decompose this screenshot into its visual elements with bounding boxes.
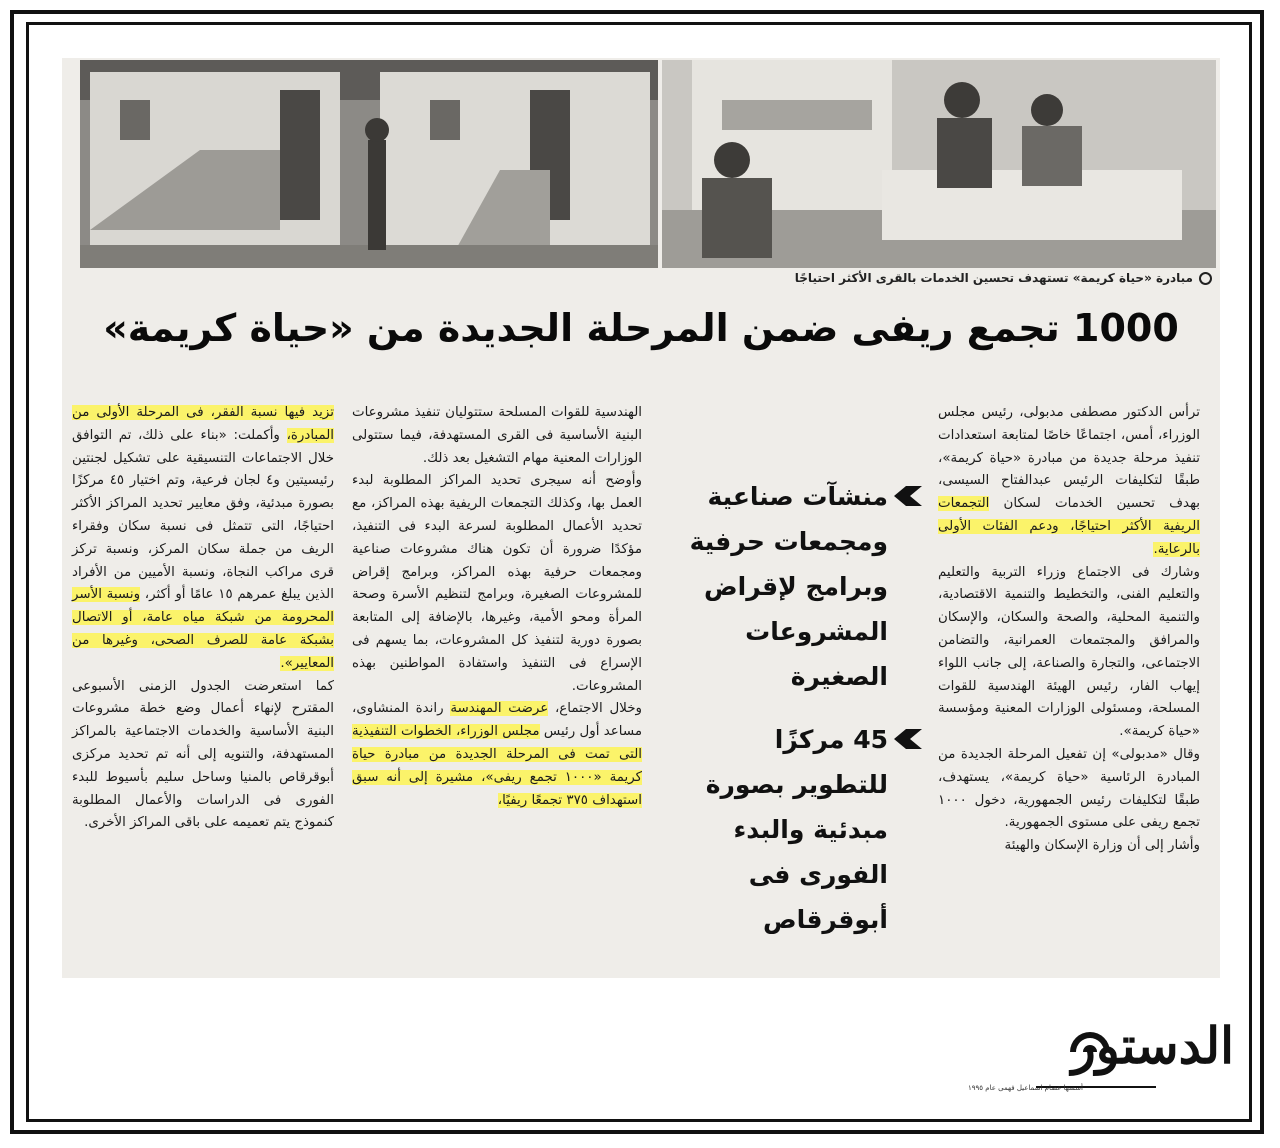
- highlight: مجلس الوزراء، الخطوات التنفيذية التى تمت فى المرحلة الجديدة من مبادرة حياة كريمة «١٠٠٠ تجمع ريفى»، مشيرة إلى أنه سبق استهداف ٣٧٥ تجمعًا ريفيًا،: [352, 724, 642, 808]
- highlight: ونسبة الأسر المحرومة من شبكة مياه عامة، أو الاتصال بشبكة عامة للصرف الصحى، وغيرها من المعايير».: [72, 587, 334, 671]
- logo-wordmark: الدستور: [1071, 1016, 1234, 1075]
- photo-caption: مبادرة «حياة كريمة» تستهدف تحسين الخدمات بالقرى الأكثر احتياجًا: [795, 271, 1212, 285]
- pull-quote-1: منشآت صناعية ومجمعات حرفية وبرامج لإقراض المشروعات الصغيرة: [674, 474, 922, 699]
- col-right-p1: ترأس الدكتور مصطفى مدبولى، رئيس مجلس الوزراء، أمس، اجتماعًا خاصًا لمتابعة استعدادات تنفيذ مرحلة جديدة من مبادرة «حياة كريمة»، طبقًا لتكليفات الرئيس عبدالفتاح السيسى، بهدف تحسين الخدمات لسكان التجمعات الريفية الأكثر احتياجًا، ودعم الفئات الأولى بالرعاية.: [938, 405, 1200, 557]
- caption-bullet-icon: [1199, 272, 1212, 285]
- col-right-p3: وقال «مدبولى» إن تفعيل المرحلة الجديدة من المبادرة الرئاسية «حياة كريمة»، يستهدف، طبقًا لتكليفات رئيس الجمهورية، دخول ١٠٠٠ تجمع ريفى على مستوى الجمهورية.: [938, 746, 1200, 831]
- headline: 1000 تجمع ريفى ضمن المرحلة الجديدة من «حياة كريمة»: [103, 306, 1179, 350]
- col-left-p1: تزيد فيها نسبة الفقر، فى المرحلة الأولى من المبادرة، وأكملت: «بناء على ذلك، تم التوافق خلال الاجتماعات التنسيقية على تشكيل لجنتين رئيسيتين و٤ لجان فرعية، وتم اختيار ٤٥ مركزًا بصورة مبدئية، وفق معايير تحديد المراكز الأكثر احتياجًا، التى تتمثل فى نسبة سكان وفقراء الريف من جملة سكان المركز، ونسبة تركز قرى مراكب النجاة، ونسبة الأميين من الأفراد الذين يبلغ عمرهم ١٥ عامًا أو أكثر، ونسبة الأسر المحرومة من شبكة مياه عامة، أو الاتصال بشبكة عامة للصرف الصحى، وغيرها من المعايير».: [72, 405, 334, 671]
- dostor-logo: [908, 1016, 1234, 1092]
- photo-meeting-table: [662, 60, 1216, 268]
- col-right-p2: وشارك فى الاجتماع وزراء التربية والتعليم والتعليم الفنى، والتخطيط والتنمية الاقتصادية، والتنمية المحلية، والصحة والسكان، والإسكان والمرافق والمجتمعات العمرانية، والتضامن الاجتماعى، والتجارة والصناعة، إلى جانب اللواء إيهاب الفار، رئيس الهيئة الهندسية للقوات المسلحة، ومسئولى الوزارات المعنية ومؤسسة «حياة كريمة».: [938, 564, 1200, 740]
- col-right-p4: وأشار إلى أن وزارة الإسكان والهيئة: [1004, 838, 1200, 854]
- newspaper-clipping: [62, 58, 1220, 978]
- logo-tagline: أسسها عصام اسماعيل فهمى عام ١٩٩٥: [968, 1084, 1083, 1092]
- column-middle: [352, 402, 642, 812]
- chevron-arrow-icon: [894, 725, 922, 753]
- highlight: عرضت المهندسة: [450, 701, 549, 717]
- col-mid-p2: وأوضح أنه سيجرى تحديد المراكز المطلوبة لبدء العمل بها، وكذلك التجمعات الريفية بهذه المراكز، مع تحديد الأعمال المطلوبة لسرعة البدء فى التنفيذ، مؤكدًا ضرورة أن تكون هناك مشروعات صناعية ومجمعات حرفية بهذه المراكز، وبرامج إقراض للمشروعات الصغيرة، وبرامج لتنظيم الأسرة وصحة المرأة ومحو الأمية، وغيرها، بالإضافة إلى المتابعة بصورة دورية لتنفيذ كل المشروعات، بما يسهم فى الإسراع فى التنفيذ واستفادة المواطنين بهذه المشروعات.: [352, 473, 642, 694]
- pull-quote-2: 45 مركزًا للتطوير بصورة مبدئية والبدء الفورى فى أبوقرقاص: [674, 717, 922, 942]
- column-left: [72, 402, 334, 835]
- chevron-arrow-icon: [894, 482, 922, 510]
- col-mid-p1: الهندسية للقوات المسلحة ستتوليان تنفيذ مشروعات البنية الأساسية فى القرى المستهدفة، فيما ستتولى الوزارات المعنية مهام التشغيل بعد ذلك.: [352, 405, 642, 466]
- highlight: تزيد فيها نسبة الفقر، فى المرحلة الأولى من المبادرة،: [72, 405, 334, 443]
- column-right: [938, 402, 1200, 858]
- highlight: التجمعات الريفية الأكثر احتياجًا، ودعم الفئات الأولى بالرعاية.: [938, 496, 1200, 557]
- col-left-p2: كما استعرضت الجدول الزمنى الأسبوعى المقترح لإنهاء أعمال وضع خطة مشروعات البنية الأساسية والخدمات الاجتماعية بالمراكز المستهدفة، والتنويه إلى أنه تم تحديد مركزى أبوقرقاص بالمنيا وساحل سليم بأسيوط للبدء الفورى فى الدراسات والأعمال المطلوبة كنموذج يتم تعميمه على باقى المراكز الأخرى.: [72, 678, 334, 831]
- col-mid-p3: وخلال الاجتماع، عرضت المهندسة راندة المنشاوى، مساعد أول رئيس مجلس الوزراء، الخطوات التنفيذية التى تمت فى المرحلة الجديدة من مبادرة حياة كريمة «١٠٠٠ تجمع ريفى»، مشيرة إلى أنه سبق استهداف ٣٧٥ تجمعًا ريفيًا،: [352, 701, 642, 808]
- photo-village-houses: [80, 60, 658, 268]
- pull-quotes: [674, 474, 922, 942]
